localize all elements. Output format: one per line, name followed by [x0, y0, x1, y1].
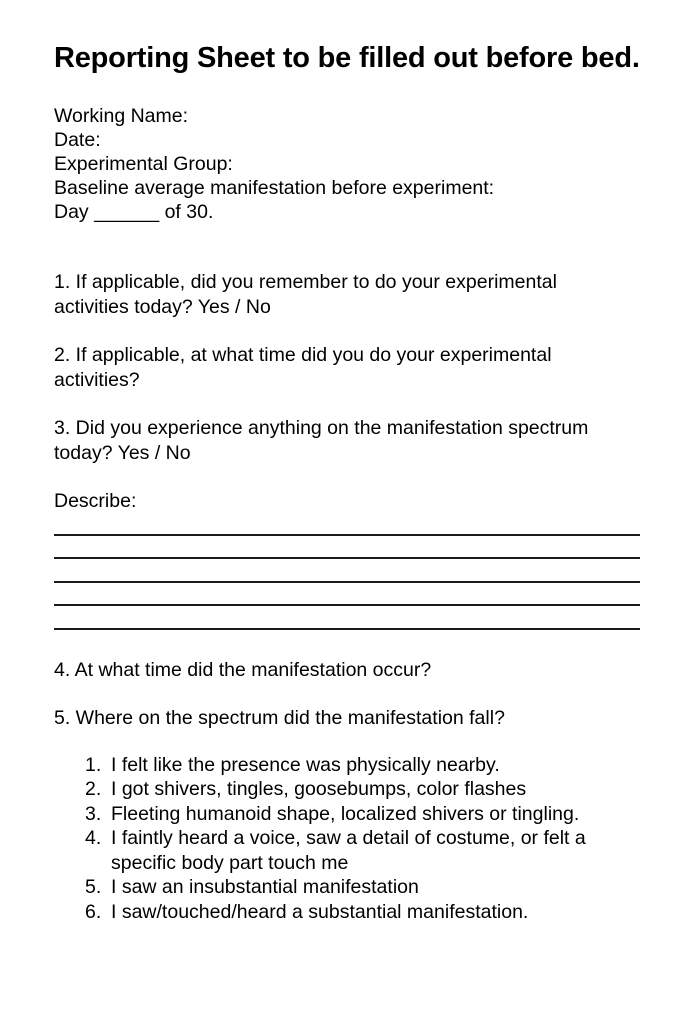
- page-title: Reporting Sheet to be filled out before bed.: [54, 42, 640, 74]
- answer-rule-line: [54, 604, 640, 606]
- field-working-name: Working Name:: [54, 105, 189, 127]
- question-4: 4. At what time did the manifestation occur?: [54, 658, 432, 681]
- field-experimental-group: Experimental Group:: [54, 153, 233, 175]
- question-2: 2. If applicable, at what time did you do your experimental activities?: [54, 344, 552, 391]
- answer-rule-line: [54, 534, 640, 536]
- list-item: Fleeting humanoid shape, localized shivers or tingling.: [111, 802, 580, 825]
- list-item: I saw/touched/heard a substantial manifestation.: [111, 900, 529, 923]
- spectrum-options-list: [54, 753, 644, 925]
- list-item: I got shivers, tingles, goosebumps, color flashes: [111, 778, 527, 800]
- question-5: 5. Where on the spectrum did the manifestation fall?: [54, 707, 505, 729]
- question-3: 3. Did you experience anything on the manifestation spectrum today? Yes / No: [54, 417, 589, 464]
- answer-rule-line: [54, 581, 640, 583]
- answer-rule-line: [54, 557, 640, 559]
- questions-group-2: [54, 658, 644, 731]
- document-body: [54, 40, 644, 924]
- list-item: I saw an insubstantial manifestation: [111, 876, 419, 898]
- question-1: 1. If applicable, did you remember to do your experimental activities today? Yes / No: [54, 271, 557, 318]
- header-fields: [54, 104, 644, 224]
- field-baseline-average: Baseline average manifestation before experiment:: [54, 177, 495, 199]
- describe-label: Describe:: [54, 490, 137, 512]
- list-item: I faintly heard a voice, saw a detail of costume, or felt a specific body part touch me: [111, 827, 586, 874]
- questions-group-1: [54, 270, 644, 465]
- answer-rules: [54, 534, 644, 630]
- answer-rule-line: [54, 628, 640, 630]
- field-date: Date:: [54, 129, 101, 151]
- list-item: I felt like the presence was physically nearby.: [111, 753, 500, 776]
- field-day-of-30: Day ______ of 30.: [54, 201, 214, 223]
